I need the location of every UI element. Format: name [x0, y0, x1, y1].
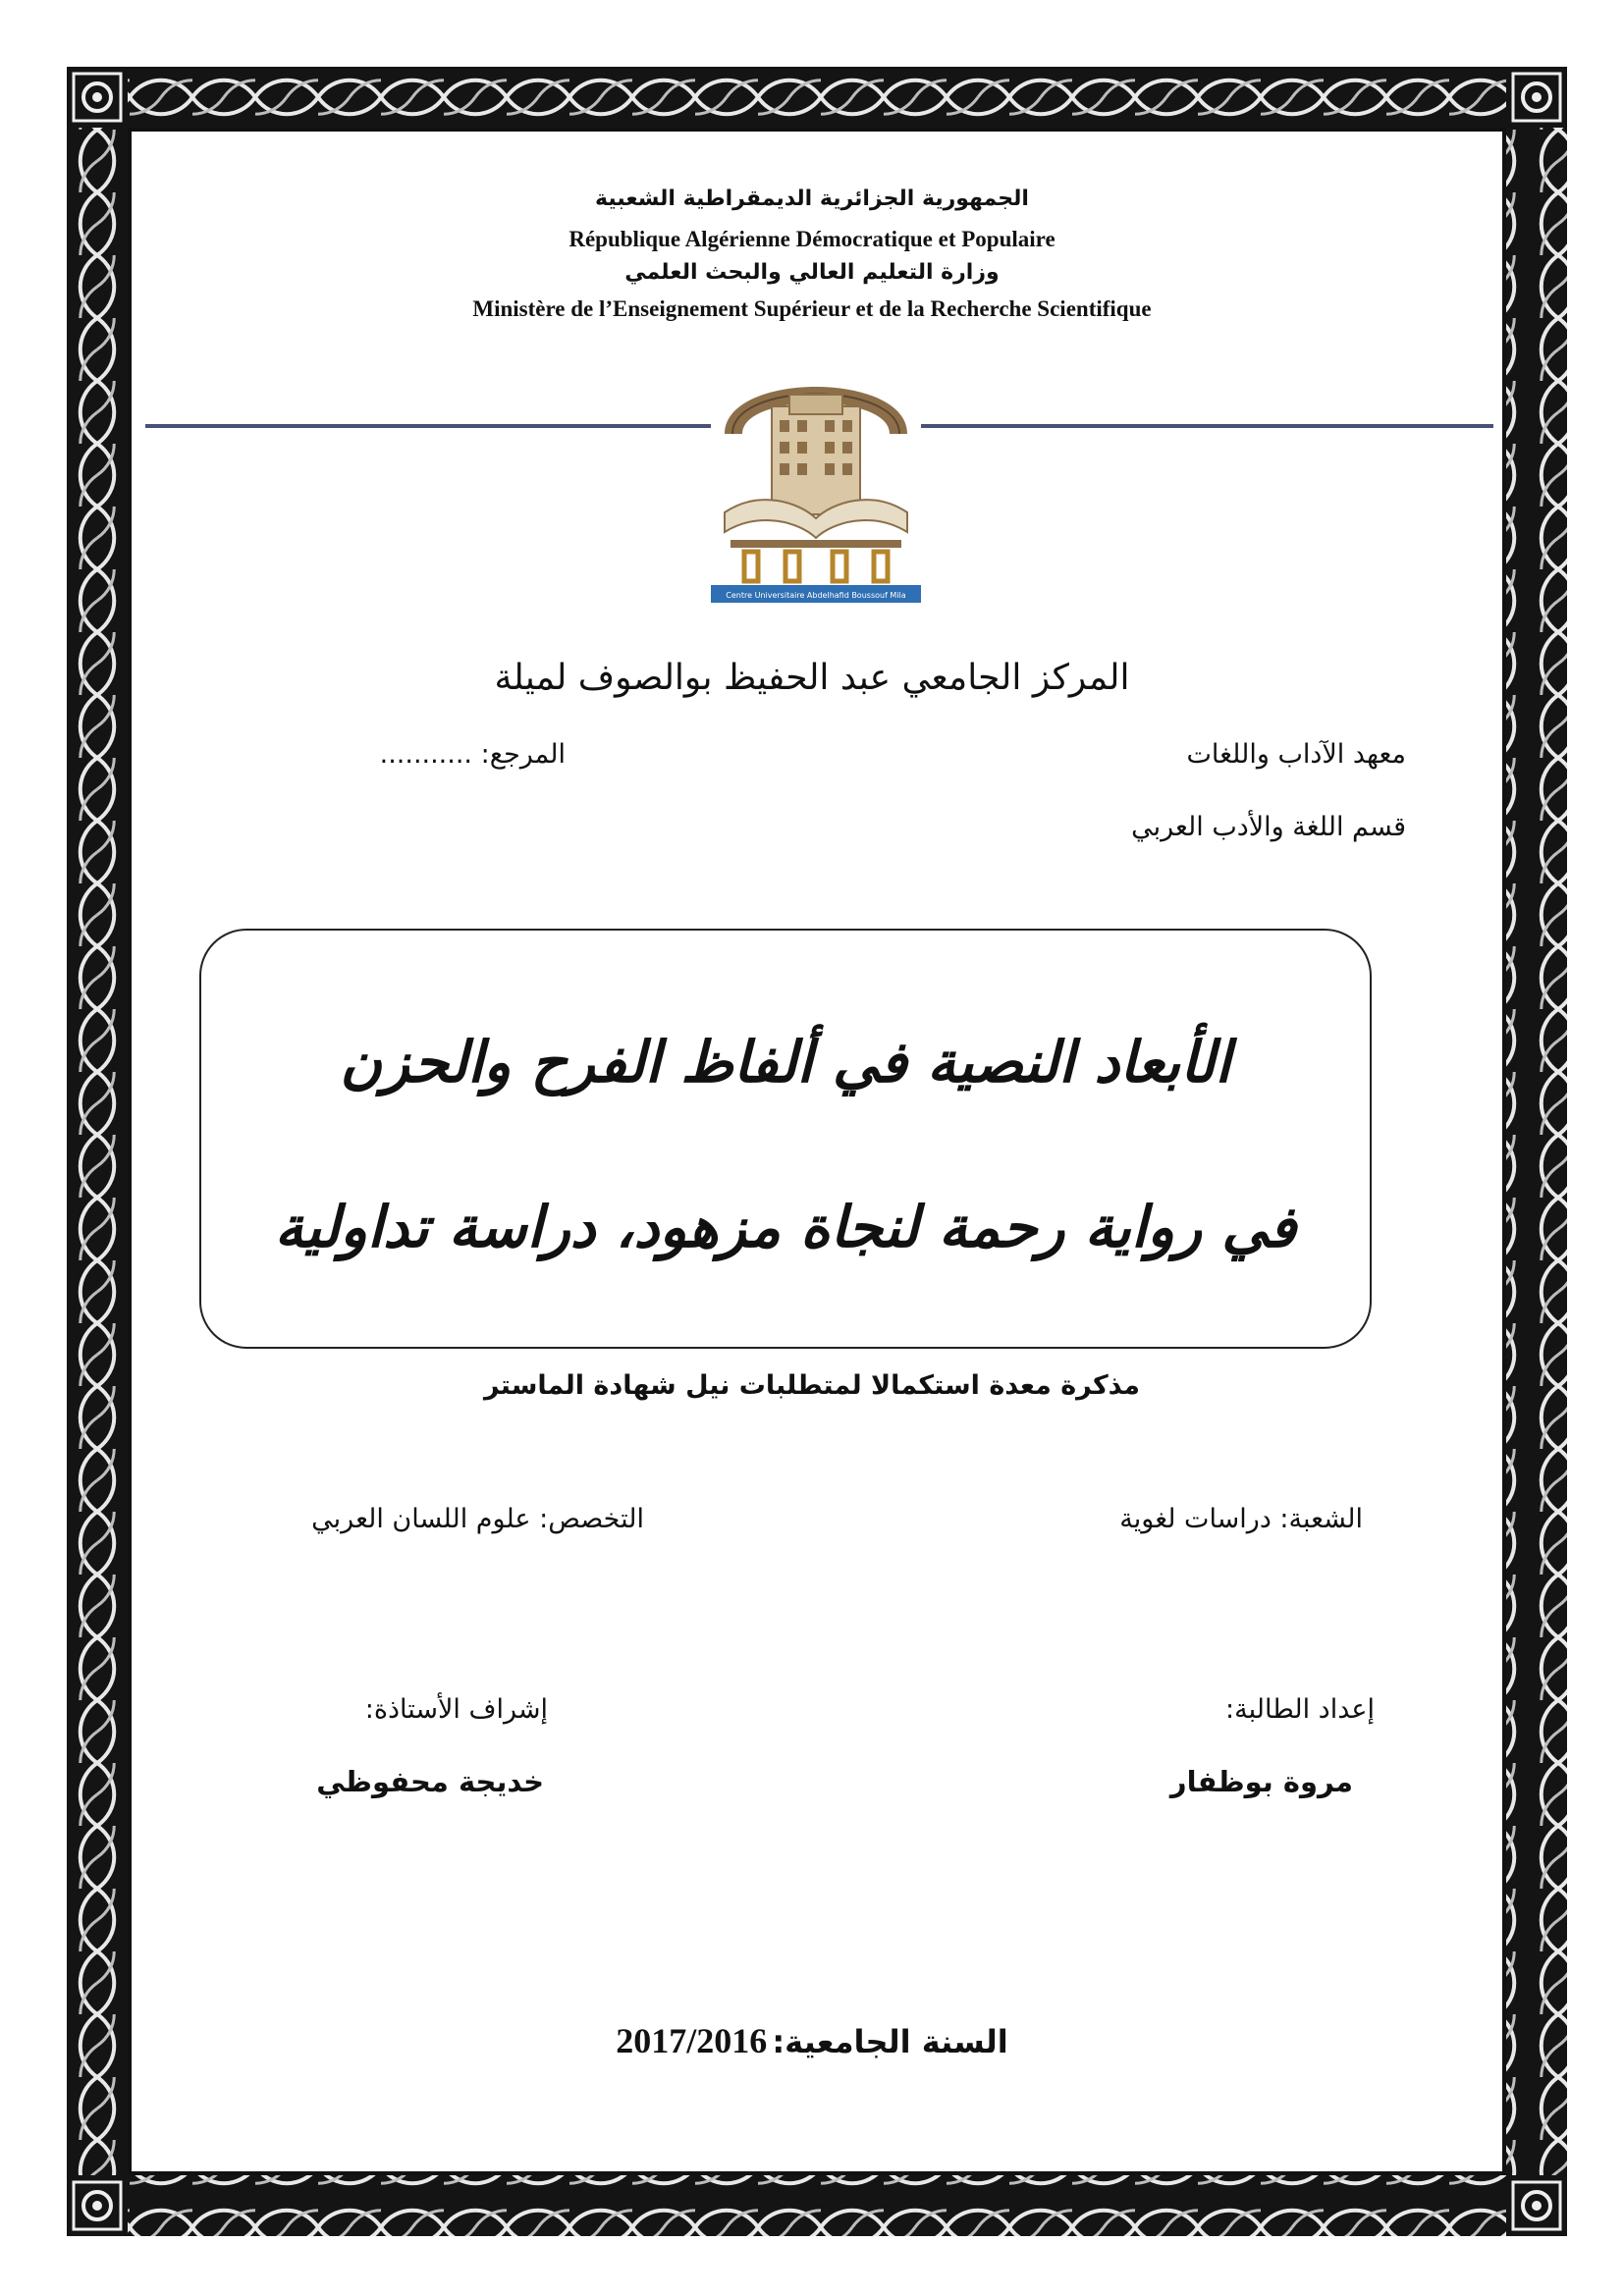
ministry-french: Ministère de l’Enseignement Supérieur et de la Recherche Scientifique	[472, 296, 1152, 321]
university-logo	[711, 365, 921, 603]
thesis-title-box	[199, 929, 1372, 1349]
student-label: إعداد الطالبة:	[1225, 1694, 1375, 1725]
supervisor-label: إشراف الأستاذة:	[364, 1694, 548, 1725]
corner-ornament-icon	[1510, 2179, 1563, 2232]
thesis-title-line-1: الأبعاد النصية في ألفاظ الفرح والحزن	[340, 1029, 1231, 1095]
ministry-arabic: وزارة التعليم العالي والبحث العلمي	[624, 260, 1000, 285]
student-name: مروة بوظفار	[1169, 1765, 1353, 1798]
reference-field: المرجع: ...........	[379, 739, 566, 770]
department-name: قسم اللغة والأدب العربي	[1131, 812, 1406, 842]
specialty-field: التخصص: علوم اللسان العربي	[311, 1504, 644, 1534]
thesis-title-line-2: في رواية رحمة لنجاة مزهود، دراسة تداولية	[274, 1194, 1297, 1260]
corner-ornament-icon	[71, 2179, 124, 2232]
academic-year-value: 2017/2016	[616, 2021, 768, 2060]
republic-french: République Algérienne Démocratique et Populaire	[568, 227, 1056, 251]
corner-ornament-icon	[1510, 71, 1563, 124]
institute-name: معهد الآداب واللغات	[1186, 739, 1406, 770]
academic-year-label: السنة الجامعية:	[772, 2023, 1008, 2060]
institution-name: المركز الجامعي عبد الحفيظ بوالصوف لميلة	[494, 658, 1130, 698]
header-rule-left	[145, 424, 715, 428]
logo-caption: Centre Universitaire Abdelhafid Boussouf Mila	[726, 591, 906, 600]
republic-arabic: الجمهورية الجزائرية الديمقراطية الشعبية	[595, 187, 1029, 211]
branch-field: الشعبة: دراسات لغوية	[1119, 1504, 1363, 1534]
thesis-purpose: مذكرة معدة استكمالا لمتطلبات نيل شهادة الماستر	[484, 1370, 1140, 1401]
supervisor-name: خديجة محفوظي	[316, 1765, 544, 1798]
header-rule-right	[918, 424, 1493, 428]
academic-year	[0, 2020, 1624, 2061]
corner-ornament-icon	[71, 71, 124, 124]
